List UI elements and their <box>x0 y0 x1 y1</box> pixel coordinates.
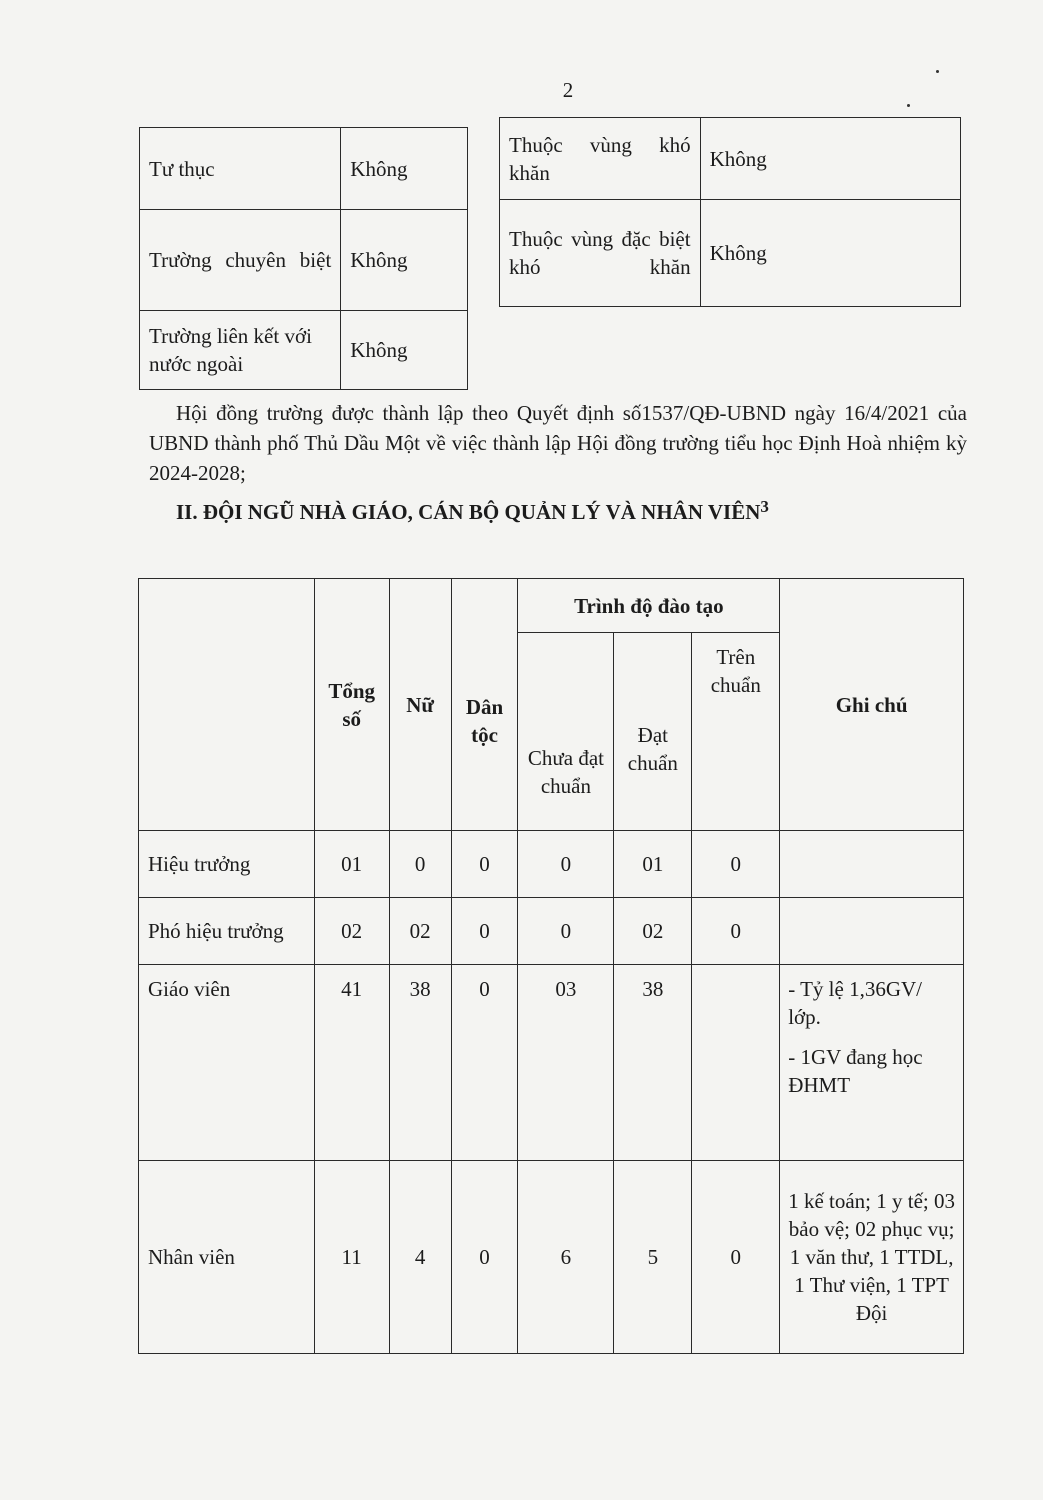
ethnic-cell: 0 <box>451 831 518 898</box>
role-cell: Hiệu trưởng <box>139 831 315 898</box>
school-type-table-right <box>499 117 961 307</box>
note-cell <box>780 965 964 1161</box>
table-row <box>139 831 964 898</box>
role-cell: Nhân viên <box>139 1161 315 1354</box>
row-value: Không <box>700 118 960 200</box>
total-cell: 11 <box>314 1161 389 1354</box>
above-standard-cell <box>692 965 780 1161</box>
note-study: - 1GV đang học ĐHMT <box>788 1045 923 1097</box>
header-notes: Ghi chú <box>780 579 964 831</box>
row-label: Thuộc vùng đặc biệt khó khăn <box>500 200 701 307</box>
above-standard-cell: 0 <box>692 898 780 965</box>
row-label: Trường chuyên biệt <box>140 210 341 311</box>
header-below-standard: Chưa đạt chuẩn <box>518 633 614 831</box>
footnote-marker: 3 <box>760 497 769 516</box>
section-heading-text: II. ĐỘI NGŨ NHÀ GIÁO, CÁN BỘ QUẢN LÝ VÀ NHÂN VIÊN <box>176 500 761 524</box>
standard-cell: 02 <box>614 898 692 965</box>
female-cell: 4 <box>389 1161 451 1354</box>
standard-cell: 01 <box>614 831 692 898</box>
above-standard-cell: 0 <box>692 1161 780 1354</box>
role-cell: Phó hiệu trưởng <box>139 898 315 965</box>
note-ratio: - Tỷ lệ 1,36GV/ lớp. <box>788 977 922 1029</box>
row-value: Không <box>341 210 468 311</box>
header-female: Nữ <box>389 579 451 831</box>
above-standard-cell: 0 <box>692 831 780 898</box>
header-row <box>139 579 964 633</box>
standard-cell: 5 <box>614 1161 692 1354</box>
below-standard-cell: 03 <box>518 965 614 1161</box>
section-heading <box>176 497 936 525</box>
standard-cell: 38 <box>614 965 692 1161</box>
table-row <box>139 965 964 1161</box>
table-row <box>140 311 468 390</box>
table-row <box>140 128 468 210</box>
table-row <box>500 200 961 307</box>
table-row <box>140 210 468 311</box>
below-standard-cell: 0 <box>518 898 614 965</box>
total-cell: 01 <box>314 831 389 898</box>
table-row <box>500 118 961 200</box>
row-label: Thuộc vùng khó khăn <box>500 118 701 200</box>
header-blank <box>139 579 315 831</box>
row-value: Không <box>700 200 960 307</box>
female-cell: 0 <box>389 831 451 898</box>
staff-table <box>138 578 964 1354</box>
female-cell: 38 <box>389 965 451 1161</box>
row-value: Không <box>341 128 468 210</box>
scan-speck <box>907 104 910 107</box>
council-paragraph: Hội đồng trường được thành lập theo Quyết định số1537/QĐ-UBND ngày 16/4/2021 của UBND thành phố Thủ Dầu Một về việc thành lập Hội đồng trường tiểu học Định Hoà nhiệm kỳ 2024-2028; <box>149 401 967 485</box>
ethnic-cell: 0 <box>451 898 518 965</box>
scan-speck <box>936 70 939 73</box>
note-cell: 1 kế toán; 1 y tế; 03 bảo vệ; 02 phục vụ; 1 văn thư, 1 TTDL, 1 Thư viện, 1 TPT Đội <box>780 1161 964 1354</box>
role-cell: Giáo viên <box>139 965 315 1161</box>
row-label: Tư thục <box>140 128 341 210</box>
below-standard-cell: 0 <box>518 831 614 898</box>
table-row <box>139 1161 964 1354</box>
total-cell: 41 <box>314 965 389 1161</box>
row-value: Không <box>341 311 468 390</box>
note-cell <box>780 898 964 965</box>
ethnic-cell: 0 <box>451 965 518 1161</box>
below-standard-cell: 6 <box>518 1161 614 1354</box>
header-training-level: Trình độ đào tạo <box>518 579 780 633</box>
school-type-table-left <box>139 127 468 390</box>
header-ethnic: Dân tộc <box>451 579 518 831</box>
ethnic-cell: 0 <box>451 1161 518 1354</box>
female-cell: 02 <box>389 898 451 965</box>
header-total: Tổng số <box>314 579 389 831</box>
table-row <box>139 898 964 965</box>
header-standard: Đạt chuẩn <box>614 633 692 831</box>
total-cell: 02 <box>314 898 389 965</box>
row-label: Trường liên kết với nước ngoài <box>140 311 341 390</box>
note-cell <box>780 831 964 898</box>
header-above-standard: Trên chuẩn <box>692 633 780 831</box>
page-number: 2 <box>562 78 574 102</box>
